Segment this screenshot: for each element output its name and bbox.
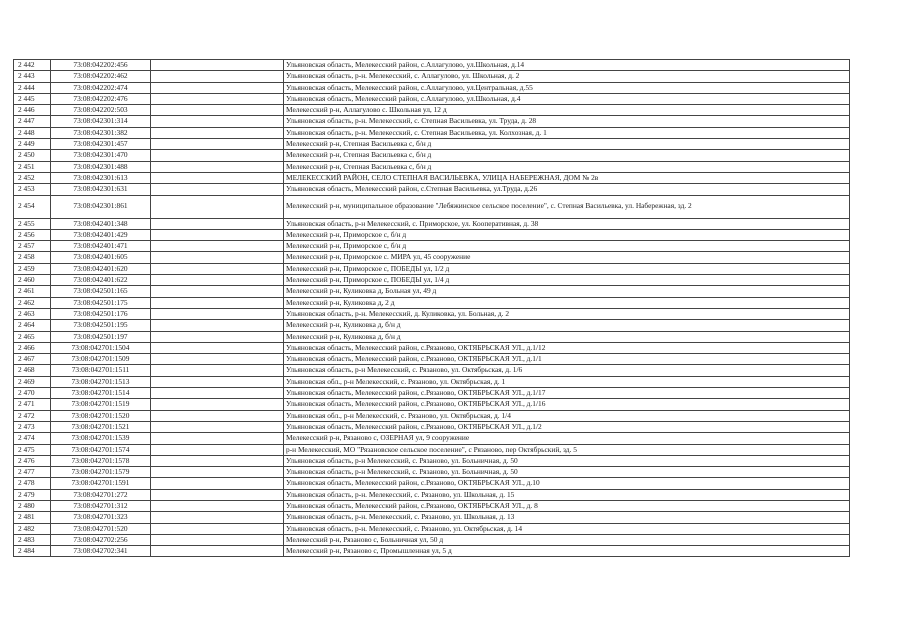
empty-cell <box>151 218 284 229</box>
address-cell: Мелекесский р-н, Приморское с, ПОБЕДЫ ул, 1/2 д <box>284 263 850 274</box>
address-cell: Ульяновская область, р-н. Мелекесский, с. Рязаново, ул. Школьная, д. 15 <box>284 489 850 500</box>
cadastral-number-cell: 73:08:042701:520 <box>51 523 151 534</box>
table-row <box>14 433 850 444</box>
empty-cell <box>151 365 284 376</box>
empty-cell <box>151 308 284 319</box>
table-row <box>14 139 850 150</box>
row-number-cell: 2 452 <box>14 172 51 183</box>
address-cell: Ульяновская область, р-н. Мелекесский, с. Степная Васильевка, ул. Колхозная, д. 1 <box>284 127 850 138</box>
address-cell: Ульяновская область, р-н. Мелекесский, с. Степная Васильевка, ул. Труда, д. 28 <box>284 116 850 127</box>
row-number-cell: 2 446 <box>14 105 51 116</box>
cadastral-number-cell: 73:08:042702:341 <box>51 546 151 557</box>
empty-cell <box>151 161 284 172</box>
table-row <box>14 365 850 376</box>
table-row <box>14 444 850 455</box>
table-row <box>14 60 850 71</box>
table-row <box>14 308 850 319</box>
row-number-cell: 2 471 <box>14 399 51 410</box>
address-cell: Ульяновская область, Мелекесский район, с.Аллагулово, ул.Школьная, д.4 <box>284 93 850 104</box>
empty-cell <box>151 388 284 399</box>
row-number-cell: 2 481 <box>14 512 51 523</box>
row-number-cell: 2 478 <box>14 478 51 489</box>
address-cell: Ульяновская область, Мелекесский район, с.Рязаново, ОКТЯБРЬСКАЯ УЛ., д.1/17 <box>284 388 850 399</box>
row-number-cell: 2 472 <box>14 410 51 421</box>
empty-cell <box>151 116 284 127</box>
address-cell: Ульяновская обл., р-н Мелекесский, с. Рязаново, ул. Октябрьская, д. 1 <box>284 376 850 387</box>
cadastral-number-cell: 73:08:042401:429 <box>51 229 151 240</box>
empty-cell <box>151 478 284 489</box>
table-row <box>14 93 850 104</box>
cadastral-number-cell: 73:08:042701:1513 <box>51 376 151 387</box>
table-row <box>14 546 850 557</box>
table-row <box>14 320 850 331</box>
empty-cell <box>151 331 284 342</box>
address-cell: Мелекесский р-н, Куликовка д, 2 д <box>284 297 850 308</box>
cadastral-number-cell: 73:08:042701:1514 <box>51 388 151 399</box>
cadastral-number-cell: 73:08:042701:1574 <box>51 444 151 455</box>
row-number-cell: 2 467 <box>14 354 51 365</box>
empty-cell <box>151 354 284 365</box>
table-row <box>14 376 850 387</box>
row-number-cell: 2 460 <box>14 275 51 286</box>
registry-table-container <box>13 59 850 557</box>
cadastral-number-cell: 73:08:042701:1519 <box>51 399 151 410</box>
address-cell: Ульяновская область, Мелекесский район, с.Рязаново, ОКТЯБРЬСКАЯ УЛ., д.10 <box>284 478 850 489</box>
cadastral-number-cell: 73:08:042301:861 <box>51 195 151 218</box>
cadastral-number-cell: 73:08:042401:605 <box>51 252 151 263</box>
table-row <box>14 127 850 138</box>
cadastral-number-cell: 73:08:042301:470 <box>51 150 151 161</box>
row-number-cell: 2 474 <box>14 433 51 444</box>
table-row <box>14 523 850 534</box>
table-row <box>14 263 850 274</box>
cadastral-number-cell: 73:08:042701:312 <box>51 500 151 511</box>
address-cell: Ульяновская область, Мелекесский район, с.Рязаново, ОКТЯБРЬСКАЯ УЛ., д.1/1 <box>284 354 850 365</box>
cadastral-number-cell: 73:08:042701:1591 <box>51 478 151 489</box>
table-row <box>14 172 850 183</box>
empty-cell <box>151 275 284 286</box>
cadastral-number-cell: 73:08:042702:256 <box>51 534 151 545</box>
address-cell: Ульяновская область, р-н. Мелекесский, с. Рязаново, ул. Школьная, д. 13 <box>284 512 850 523</box>
row-number-cell: 2 456 <box>14 229 51 240</box>
table-row <box>14 82 850 93</box>
cadastral-number-cell: 73:08:042401:471 <box>51 241 151 252</box>
table-row <box>14 252 850 263</box>
row-number-cell: 2 479 <box>14 489 51 500</box>
table-row <box>14 218 850 229</box>
table-row <box>14 399 850 410</box>
row-number-cell: 2 453 <box>14 184 51 195</box>
cadastral-number-cell: 73:08:042701:1578 <box>51 455 151 466</box>
address-cell: Мелекесский р-н, Рязаново с, Больничная ул, 50 д <box>284 534 850 545</box>
cadastral-number-cell: 73:08:042202:476 <box>51 93 151 104</box>
cadastral-number-cell: 73:08:042501:165 <box>51 286 151 297</box>
cadastral-number-cell: 73:08:042301:488 <box>51 161 151 172</box>
empty-cell <box>151 399 284 410</box>
cadastral-number-cell: 73:08:042401:348 <box>51 218 151 229</box>
empty-cell <box>151 93 284 104</box>
cadastral-number-cell: 73:08:042301:382 <box>51 127 151 138</box>
table-row <box>14 184 850 195</box>
registry-table-body <box>14 60 850 557</box>
address-cell: Ульяновская область, р-н. Мелекесский, д. Куликовка, ул. Больная, д. 2 <box>284 308 850 319</box>
table-row <box>14 150 850 161</box>
address-cell: Ульяновская область, Мелекесский район, с.Степная Васильевка, ул.Труда, д.26 <box>284 184 850 195</box>
empty-cell <box>151 150 284 161</box>
table-row <box>14 455 850 466</box>
empty-cell <box>151 127 284 138</box>
empty-cell <box>151 512 284 523</box>
table-row <box>14 275 850 286</box>
cadastral-number-cell: 73:08:042202:474 <box>51 82 151 93</box>
address-cell: Мелекесский р-н, Куликовка д, б/н д <box>284 320 850 331</box>
row-number-cell: 2 480 <box>14 500 51 511</box>
empty-cell <box>151 105 284 116</box>
row-number-cell: 2 463 <box>14 308 51 319</box>
address-cell: р-н Мелекесский, МО "Рязановское сельское поселение", с Рязаново, пер Октябрьский, зд. 5 <box>284 444 850 455</box>
address-cell: Мелекесский р-н, Степная Васильевка с, б/н д <box>284 139 850 150</box>
row-number-cell: 2 445 <box>14 93 51 104</box>
cadastral-number-cell: 73:08:042701:272 <box>51 489 151 500</box>
address-cell: Ульяновская область, р-н Мелекесский, с. Приморское, ул. Кооперативная, д. 38 <box>284 218 850 229</box>
row-number-cell: 2 475 <box>14 444 51 455</box>
row-number-cell: 2 465 <box>14 331 51 342</box>
row-number-cell: 2 449 <box>14 139 51 150</box>
address-cell: Мелекесский р-н, Степная Васильевка с, б/н д <box>284 150 850 161</box>
empty-cell <box>151 263 284 274</box>
row-number-cell: 2 482 <box>14 523 51 534</box>
table-row <box>14 195 850 218</box>
row-number-cell: 2 468 <box>14 365 51 376</box>
empty-cell <box>151 184 284 195</box>
row-number-cell: 2 462 <box>14 297 51 308</box>
table-row <box>14 71 850 82</box>
address-cell: Ульяновская область, Мелекесский район, с.Рязаново, ОКТЯБРЬСКАЯ УЛ., д.1/16 <box>284 399 850 410</box>
empty-cell <box>151 71 284 82</box>
address-cell: Мелекесский р-н, Аллагулово с. Школьная ул, 12 д <box>284 105 850 116</box>
cadastral-number-cell: 73:08:042202:456 <box>51 60 151 71</box>
empty-cell <box>151 286 284 297</box>
table-row <box>14 297 850 308</box>
cadastral-number-cell: 73:08:042701:1509 <box>51 354 151 365</box>
cadastral-number-cell: 73:08:042501:195 <box>51 320 151 331</box>
table-row <box>14 241 850 252</box>
row-number-cell: 2 455 <box>14 218 51 229</box>
cadastral-number-cell: 73:08:042401:620 <box>51 263 151 274</box>
address-cell: Ульяновская область, Мелекесский район, с.Рязаново, ОКТЯБРЬСКАЯ УЛ., д. 8 <box>284 500 850 511</box>
cadastral-number-cell: 73:08:042701:1579 <box>51 467 151 478</box>
empty-cell <box>151 376 284 387</box>
cadastral-number-cell: 73:08:042501:197 <box>51 331 151 342</box>
address-cell: Ульяновская область, р-н Мелекесский, с. Рязаново, ул. Октябрьская, д. 1/6 <box>284 365 850 376</box>
row-number-cell: 2 461 <box>14 286 51 297</box>
table-row <box>14 342 850 353</box>
row-number-cell: 2 450 <box>14 150 51 161</box>
address-cell: Мелекесский р-н, Приморское с. МИРА ул, 45 сооружение <box>284 252 850 263</box>
table-row <box>14 229 850 240</box>
address-cell: Ульяновская обл., р-н Мелекесский, с. Рязаново, ул. Октябрьская, д. 1/4 <box>284 410 850 421</box>
address-cell: Мелекесский р-н, Приморское с, ПОБЕДЫ ул, 1/4 д <box>284 275 850 286</box>
empty-cell <box>151 534 284 545</box>
table-row <box>14 512 850 523</box>
row-number-cell: 2 448 <box>14 127 51 138</box>
cadastral-number-cell: 73:08:042202:462 <box>51 71 151 82</box>
address-cell: Мелекесский р-н, Рязаново с, Промышленная ул, 5 д <box>284 546 850 557</box>
empty-cell <box>151 195 284 218</box>
address-cell: Ульяновская область, Мелекесский район, с.Рязаново, ОКТЯБРЬСКАЯ УЛ., д.1/2 <box>284 421 850 432</box>
row-number-cell: 2 454 <box>14 195 51 218</box>
row-number-cell: 2 476 <box>14 455 51 466</box>
row-number-cell: 2 469 <box>14 376 51 387</box>
empty-cell <box>151 241 284 252</box>
address-cell: Мелекесский р-н, Приморское с, б/н д <box>284 241 850 252</box>
empty-cell <box>151 297 284 308</box>
address-cell: Мелекесский р-н, Куликовка д, б/н д <box>284 331 850 342</box>
address-cell: Ульяновская область, Мелекесский район, с.Аллагулово, ул.Центральная, д.55 <box>284 82 850 93</box>
empty-cell <box>151 421 284 432</box>
empty-cell <box>151 489 284 500</box>
table-row <box>14 105 850 116</box>
empty-cell <box>151 455 284 466</box>
table-row <box>14 116 850 127</box>
empty-cell <box>151 523 284 534</box>
address-cell: Мелекесский р-н, Приморское с, б/н д <box>284 229 850 240</box>
cadastral-number-cell: 73:08:042202:503 <box>51 105 151 116</box>
empty-cell <box>151 60 284 71</box>
row-number-cell: 2 473 <box>14 421 51 432</box>
cadastral-number-cell: 73:08:042301:631 <box>51 184 151 195</box>
empty-cell <box>151 410 284 421</box>
empty-cell <box>151 82 284 93</box>
empty-cell <box>151 229 284 240</box>
cadastral-number-cell: 73:08:042701:323 <box>51 512 151 523</box>
cadastral-number-cell: 73:08:042501:175 <box>51 297 151 308</box>
address-cell: Ульяновская область, р-н. Мелекесский, с. Аллагулово, ул. Школьная, д. 2 <box>284 71 850 82</box>
cadastral-number-cell: 73:08:042501:176 <box>51 308 151 319</box>
table-row <box>14 500 850 511</box>
row-number-cell: 2 458 <box>14 252 51 263</box>
row-number-cell: 2 444 <box>14 82 51 93</box>
row-number-cell: 2 457 <box>14 241 51 252</box>
table-row <box>14 286 850 297</box>
empty-cell <box>151 467 284 478</box>
table-row <box>14 478 850 489</box>
table-row <box>14 534 850 545</box>
table-row <box>14 421 850 432</box>
registry-table <box>13 59 850 557</box>
cadastral-number-cell: 73:08:042301:314 <box>51 116 151 127</box>
row-number-cell: 2 484 <box>14 546 51 557</box>
address-cell: Ульяновская область, р-н Мелекесский, с. Рязаново, ул. Больничная, д. 50 <box>284 455 850 466</box>
row-number-cell: 2 447 <box>14 116 51 127</box>
row-number-cell: 2 464 <box>14 320 51 331</box>
empty-cell <box>151 139 284 150</box>
cadastral-number-cell: 73:08:042401:622 <box>51 275 151 286</box>
cadastral-number-cell: 73:08:042701:1521 <box>51 421 151 432</box>
row-number-cell: 2 470 <box>14 388 51 399</box>
row-number-cell: 2 442 <box>14 60 51 71</box>
empty-cell <box>151 546 284 557</box>
table-row <box>14 388 850 399</box>
cadastral-number-cell: 73:08:042701:1539 <box>51 433 151 444</box>
address-cell: Ульяновская область, Мелекесский район, с.Рязаново, ОКТЯБРЬСКАЯ УЛ., д.1/12 <box>284 342 850 353</box>
address-cell: Ульяновская область, Мелекесский район, с.Аллагулово, ул.Школьная, д.14 <box>284 60 850 71</box>
empty-cell <box>151 444 284 455</box>
table-row <box>14 161 850 172</box>
empty-cell <box>151 252 284 263</box>
table-row <box>14 331 850 342</box>
empty-cell <box>151 172 284 183</box>
address-cell: Мелекесский р-н, Куликовка д, Больная ул, 49 д <box>284 286 850 297</box>
address-cell: Ульяновская область, р-н. Мелекесский, с. Рязаново, ул. Октябрьская, д. 14 <box>284 523 850 534</box>
table-row <box>14 489 850 500</box>
row-number-cell: 2 451 <box>14 161 51 172</box>
empty-cell <box>151 342 284 353</box>
address-cell: Мелекесский р-н, Степная Васильевка с, б/н д <box>284 161 850 172</box>
row-number-cell: 2 477 <box>14 467 51 478</box>
table-row <box>14 467 850 478</box>
address-cell: Мелекесский р-н, муниципальное образование "Лебяжинское сельское поселение", с. Степная Васильевка, ул. Набережная, зд. 2 <box>284 195 850 218</box>
row-number-cell: 2 443 <box>14 71 51 82</box>
address-cell: Мелекесский р-н, Рязаново с, ОЗЕРНАЯ ул, 9 сооружение <box>284 433 850 444</box>
address-cell: МЕЛЕКЕССКИЙ РАЙОН, СЕЛО СТЕПНАЯ ВАСИЛЬЕВКА, УЛИЦА НАБЕРЕЖНАЯ, ДОМ № 2в <box>284 172 850 183</box>
row-number-cell: 2 483 <box>14 534 51 545</box>
row-number-cell: 2 466 <box>14 342 51 353</box>
empty-cell <box>151 500 284 511</box>
address-cell: Ульяновская область, р-н Мелекесский, с. Рязаново, ул. Больничная, д. 50 <box>284 467 850 478</box>
cadastral-number-cell: 73:08:042701:1504 <box>51 342 151 353</box>
empty-cell <box>151 320 284 331</box>
row-number-cell: 2 459 <box>14 263 51 274</box>
cadastral-number-cell: 73:08:042701:1511 <box>51 365 151 376</box>
cadastral-number-cell: 73:08:042301:457 <box>51 139 151 150</box>
table-row <box>14 410 850 421</box>
cadastral-number-cell: 73:08:042301:613 <box>51 172 151 183</box>
table-row <box>14 354 850 365</box>
empty-cell <box>151 433 284 444</box>
cadastral-number-cell: 73:08:042701:1520 <box>51 410 151 421</box>
